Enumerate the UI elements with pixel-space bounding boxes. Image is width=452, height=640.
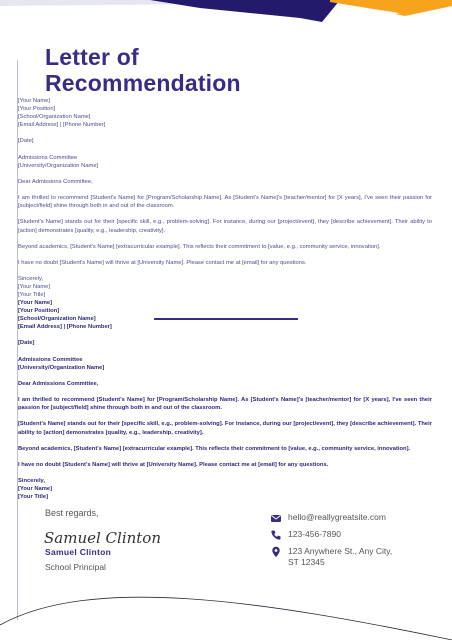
- paragraph-2: [Student's Name] stands out for their [specific skill, e.g., problem-solving]. For instance, during our [project/event], they [describe achievement]. Their ability to [action] demonstrates [quality, e.g., leadership, creativity].: [18, 219, 432, 234]
- sender-position: [Your Position]: [18, 308, 60, 315]
- recipient-committee: Admissions Committee: [18, 154, 78, 161]
- recipient-organization: [University/Organization Name]: [18, 162, 99, 169]
- closing-regards: Best regards,: [45, 508, 99, 518]
- sender-position: [Your Position]: [18, 106, 56, 113]
- greeting: Dear Admissions Committee,: [18, 178, 93, 185]
- closing-title: [Your Title]: [18, 292, 46, 299]
- closing-name: [Your Name]: [18, 486, 53, 493]
- sender-name: [Your Name]: [18, 98, 51, 104]
- closing-title: [Your Title]: [18, 494, 49, 501]
- phone-icon: [270, 529, 282, 541]
- email-text: hello@reallygreatsite.com: [288, 512, 386, 522]
- closing-name: [Your Name]: [18, 284, 51, 291]
- letter-date: [Date]: [18, 138, 34, 145]
- signature-text: Samuel Clinton: [44, 529, 161, 547]
- sender-organization: [School/Organization Name]: [18, 316, 96, 323]
- header-decoration: [0, 0, 452, 30]
- paragraph-4: I have no doubt [Student's Name] will thrive at [University Name]. Please contact me at [email] for any questions.: [18, 259, 307, 266]
- closing-sincerely: Sincerely,: [18, 276, 44, 283]
- recipient-committee: Admissions Committee: [18, 356, 83, 363]
- letter-date: [Date]: [18, 340, 35, 347]
- footer-arc-decoration: [0, 560, 452, 640]
- address-line-1: 123 Anywhere St., Any City,: [288, 546, 393, 556]
- phone-text: 123-456-7890: [288, 529, 341, 539]
- paragraph-1: I am thrilled to recommend [Student's Name] for [Program/Scholarship Name]. As [Student's Name]'s [teacher/mentor] for [X years], I've seen their passion for [subject/field] shine through both in and out of the classroom.: [18, 195, 432, 210]
- closing-sincerely: Sincerely,: [18, 478, 45, 485]
- recipient-organization: [University/Organization Name]: [18, 364, 105, 371]
- signer-name: Samuel Clinton: [45, 547, 112, 557]
- page-title: [45, 44, 241, 96]
- sender-contact: [Email Address] | [Phone Number]: [18, 122, 106, 129]
- paragraph-2: [Student's Name] stands out for their [specific skill, e.g., problem-solving]. For instance, during our [project/event], they [describe achievement]. Their ability to [action] demonstrates [quality, e.g., leadership, creativity].: [18, 421, 432, 436]
- address-line-2: ST 12345: [288, 557, 325, 567]
- title-line-2: Recommendation: [45, 70, 241, 96]
- envelope-icon: [270, 512, 282, 524]
- paragraph-3: Beyond academics, [Student's Name] [extracurricular example]. This reflects their commitment to [value, e.g., community service, innovation].: [18, 243, 381, 250]
- location-pin-icon: [270, 546, 282, 558]
- paragraph-4: I have no doubt [Student's Name] will thrive at [University Name]. Please contact me at [email] for any questions.: [18, 461, 329, 468]
- letter-body-regular: [18, 97, 432, 299]
- signer-role: School Principal: [45, 562, 106, 572]
- greeting: Dear Admissions Committee,: [18, 380, 99, 387]
- sender-name: [Your Name]: [18, 300, 53, 306]
- sender-organization: [School/Organization Name]: [18, 114, 91, 121]
- letter-body-bold: [18, 299, 432, 501]
- sender-contact: [Email Address] | [Phone Number]: [18, 324, 112, 331]
- paragraph-1: I am thrilled to recommend [Student's Name] for [Program/Scholarship Name]. As [Student's Name]'s [teacher/mentor] for [X years], I've seen their passion for [subject/field] shine through both in and out of the classroom.: [18, 397, 432, 412]
- paragraph-3: Beyond academics, [Student's Name] [extracurricular example]. This reflects their commitment to [value, e.g., community service, innovation].: [18, 445, 411, 452]
- title-line-1: Letter of: [45, 44, 139, 70]
